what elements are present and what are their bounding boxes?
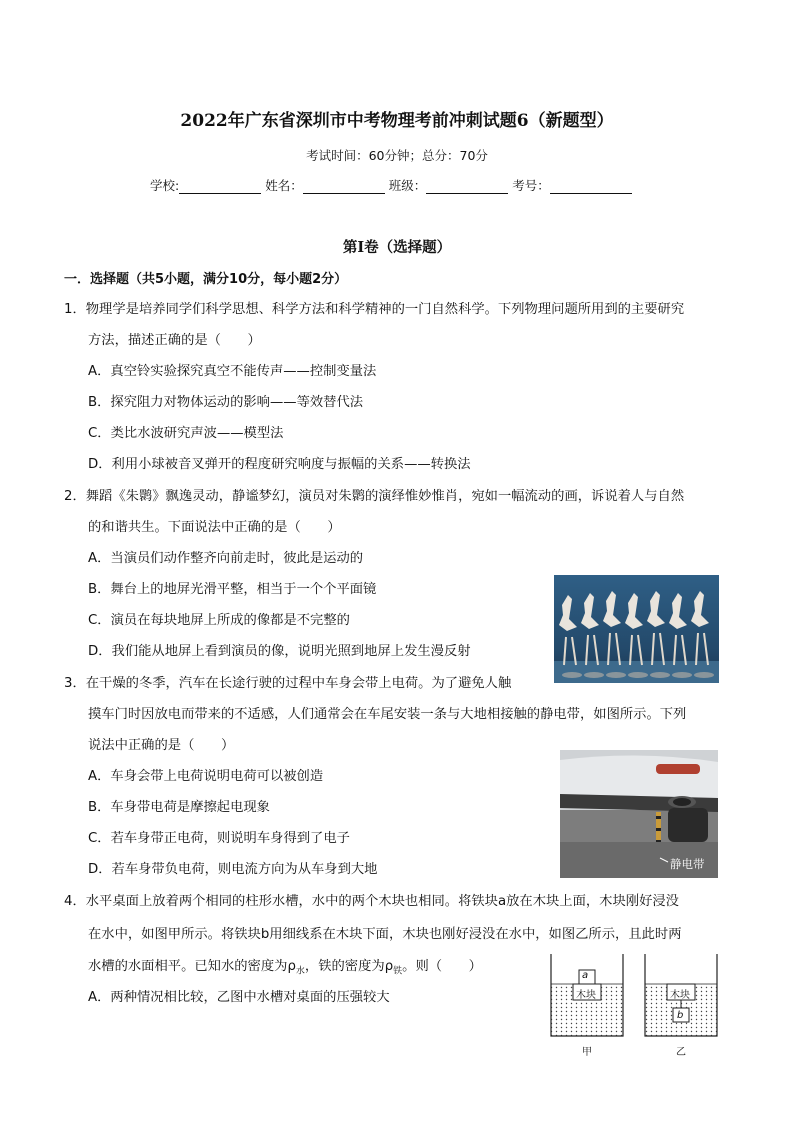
exam-info: 考试时间：60分钟；总分：70分	[306, 148, 488, 163]
class-blank[interactable]	[426, 179, 508, 194]
page-title: 2022年广东省深圳市中考物理考前冲刺试题6（新题型）	[180, 111, 614, 131]
q4-stem-line2: 在水中，如图甲所示。将铁块b用细线系在木块下面，木块也刚好浸没在水中，如图乙所示，且此时两	[88, 927, 682, 942]
q4-line3-post: 。则（ ）	[402, 959, 482, 974]
school-blank[interactable]	[179, 179, 261, 194]
student-info-row	[150, 176, 632, 194]
static-strap-label: 静电带	[670, 857, 705, 871]
class-label: 班级：	[388, 178, 427, 193]
q4-sub-iron: 铁	[393, 966, 403, 977]
figure-jia-label: 甲	[582, 1047, 592, 1058]
q2-stem-line2: 的和谐共生。下面说法中正确的是（ ）	[88, 520, 341, 535]
figure-yi-label: 乙	[676, 1047, 686, 1058]
part-heading: 一．选择题（共5小题，满分10分，每小题2分）	[64, 272, 348, 287]
q2-option-a[interactable]: A．当演员们动作整齐向前走时，彼此是运动的	[88, 551, 364, 566]
q3-stem-line2: 摸车门时因放电而带来的不适感，人们通常会在车尾安装一条与大地相接触的静电带，如图所示。下列	[88, 707, 687, 722]
q3-option-d[interactable]: D．若车身带负电荷，则电流方向为从车身到大地	[88, 862, 378, 877]
name-label: 姓名：	[265, 178, 303, 193]
q4-option-a[interactable]: A．两种情况相比较，乙图中水槽对桌面的压强较大	[88, 990, 390, 1005]
q1-option-b[interactable]: B．探究阻力对物体运动的影响——等效替代法	[88, 395, 364, 410]
q3-option-c[interactable]: C．若车身带正电荷，则说明车身得到了电子	[88, 831, 350, 846]
number-blank[interactable]	[550, 179, 632, 194]
wood-label-jia: 木块	[576, 990, 596, 1001]
wood-label-yi: 木块	[670, 990, 690, 1001]
q4-line3-pre: 水槽的水面相平。已知水的密度为ρ	[88, 959, 296, 974]
q4-stem-line1: 4．水平桌面上放着两个相同的柱形水槽，水中的两个木块也相同。将铁块a放在木块上面，木块刚好浸没	[64, 894, 679, 909]
dancers-photo	[554, 575, 719, 683]
q1-option-a[interactable]: A．真空铃实验探究真空不能传声——控制变量法	[88, 364, 377, 379]
q4-line3-mid: ，铁的密度为ρ	[304, 959, 394, 974]
q4-stem-line3	[88, 957, 482, 982]
q1-stem-line1: 1．物理学是培养同学们科学思想、科学方法和科学精神的一门自然科学。下列物理问题所用到的主要研究	[64, 302, 685, 317]
q1-stem-line2: 方法，描述正确的是（ ）	[88, 333, 261, 348]
q2-option-c[interactable]: C．演员在每块地屏上所成的像都是不完整的	[88, 613, 350, 628]
q3-option-b[interactable]: B．车身带电荷是摩擦起电现象	[88, 800, 270, 815]
q2-option-d[interactable]: D．我们能从地屏上看到演员的像，说明光照到地屏上发生漫反射	[88, 644, 471, 659]
q2-stem-line1: 2．舞蹈《朱鹮》飘逸灵动，静谧梦幻，演员对朱鹮的演绎惟妙惟肖，宛如一幅流动的画，诉说着人与自然	[64, 489, 685, 504]
car-static-strap-photo	[560, 750, 718, 878]
q2-option-b[interactable]: B．舞台上的地屏光滑平整，相当于一个个平面镜	[88, 582, 377, 597]
school-label: 学校:	[150, 178, 180, 193]
section-title: 第Ⅰ卷（选择题）	[342, 239, 452, 256]
block-a-label: a	[582, 970, 589, 981]
block-b-label: b	[677, 1010, 684, 1021]
water-tank-diagram	[545, 950, 725, 1060]
q4-sub-water: 水	[295, 966, 305, 977]
q1-option-c[interactable]: C．类比水波研究声波——模型法	[88, 426, 284, 441]
q3-stem-line1: 3．在干燥的冬季，汽车在长途行驶的过程中车身会带上电荷。为了避免人触	[64, 676, 512, 691]
q3-stem-line3: 说法中正确的是（ ）	[88, 738, 235, 753]
q1-option-d[interactable]: D．利用小球被音叉弹开的程度研究响度与振幅的关系——转换法	[88, 457, 471, 472]
number-label: 考号：	[512, 178, 550, 193]
q3-option-a[interactable]: A．车身会带上电荷说明电荷可以被创造	[88, 769, 324, 784]
name-blank[interactable]	[303, 179, 385, 194]
